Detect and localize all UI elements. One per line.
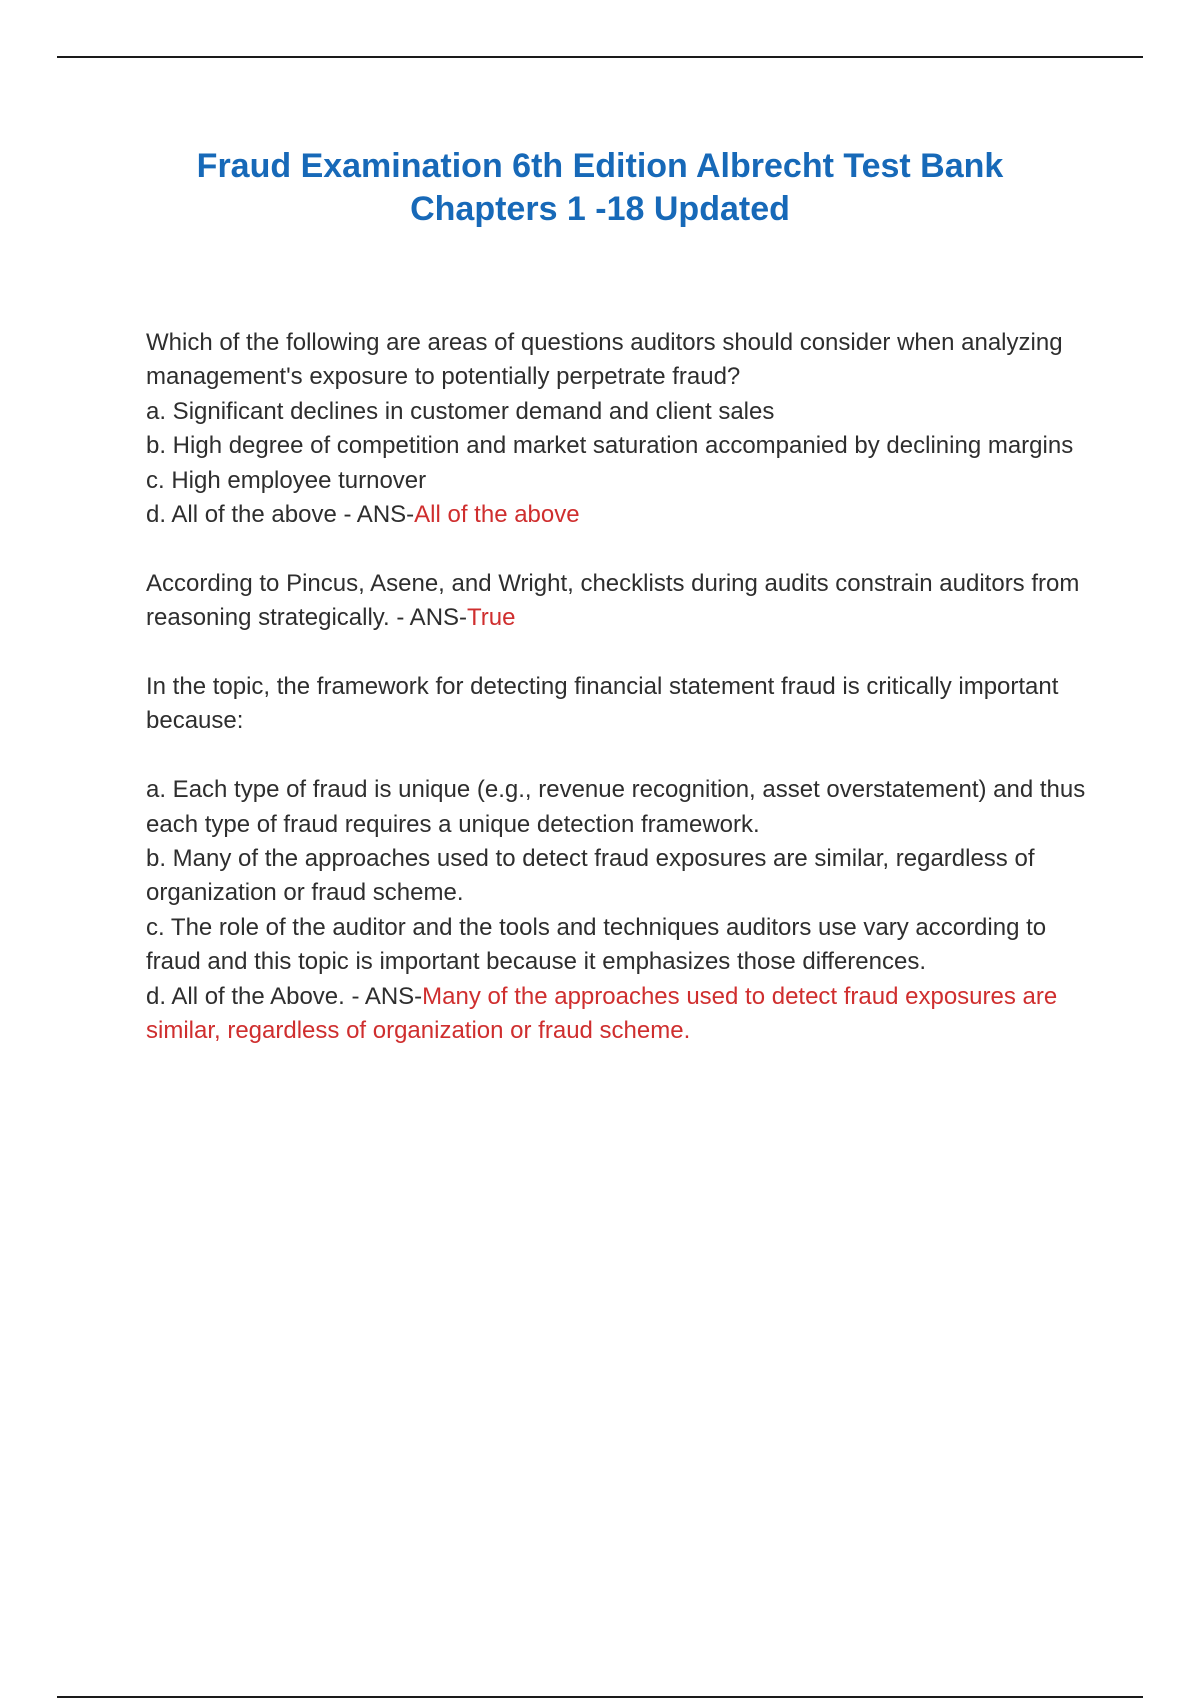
answer-option: c. High employee turnover — [146, 466, 427, 494]
question-list — [146, 326, 1092, 1048]
title-line-1: Fraud Examination 6th Edition Albrecht Test Bank — [196, 147, 1004, 185]
document-title — [100, 145, 1100, 231]
answer-option: a. Significant declines in customer demand and client sales — [146, 397, 775, 425]
spacer — [146, 739, 1092, 773]
answer-option-with-key — [146, 498, 1092, 532]
spacer — [146, 532, 1092, 566]
option-text: d. All of the Above. - ANS- — [146, 982, 423, 1010]
question-stem: Which of the following are areas of questions auditors should consider when analyzing management's exposure to potentially perpetrate fraud? — [146, 329, 1063, 391]
spacer — [146, 636, 1092, 670]
correct-answer: Many of the approaches used to detect fraud exposures are similar, regardless of organization or fraud scheme. — [146, 982, 1058, 1045]
question-stem-with-key — [146, 567, 1092, 636]
correct-answer: All of the above — [414, 501, 580, 529]
correct-answer: True — [467, 604, 516, 632]
answer-option-with-key — [146, 980, 1092, 1049]
bottom-rule — [57, 1696, 1143, 1698]
question-2 — [146, 567, 1092, 636]
answer-option: b. Many of the approaches used to detect fraud exposures are similar, regardless of organization or fraud scheme. — [146, 845, 1035, 907]
answer-option: a. Each type of fraud is unique (e.g., revenue recognition, asset overstatement) and thus each type of fraud requires a unique detection framework. — [146, 776, 1086, 838]
answer-option: c. The role of the auditor and the tools and techniques auditors use vary according to fraud and this topic is important because it emphasizes those differences. — [146, 913, 1047, 976]
question-1 — [146, 326, 1092, 532]
option-text: d. All of the above - ANS- — [146, 501, 415, 529]
question-stem: In the topic, the framework for detecting financial statement fraud is critically important because: — [146, 673, 1059, 735]
question-3 — [146, 670, 1092, 1048]
question-stem: According to Pincus, Asene, and Wright, checklists during audits constrain auditors from reasoning strategically. - ANS- — [146, 569, 1080, 632]
answer-option: b. High degree of competition and market saturation accompanied by declining margins — [146, 432, 1074, 460]
title-line-2: Chapters 1 -18 Updated — [410, 190, 790, 228]
top-rule — [57, 56, 1143, 58]
